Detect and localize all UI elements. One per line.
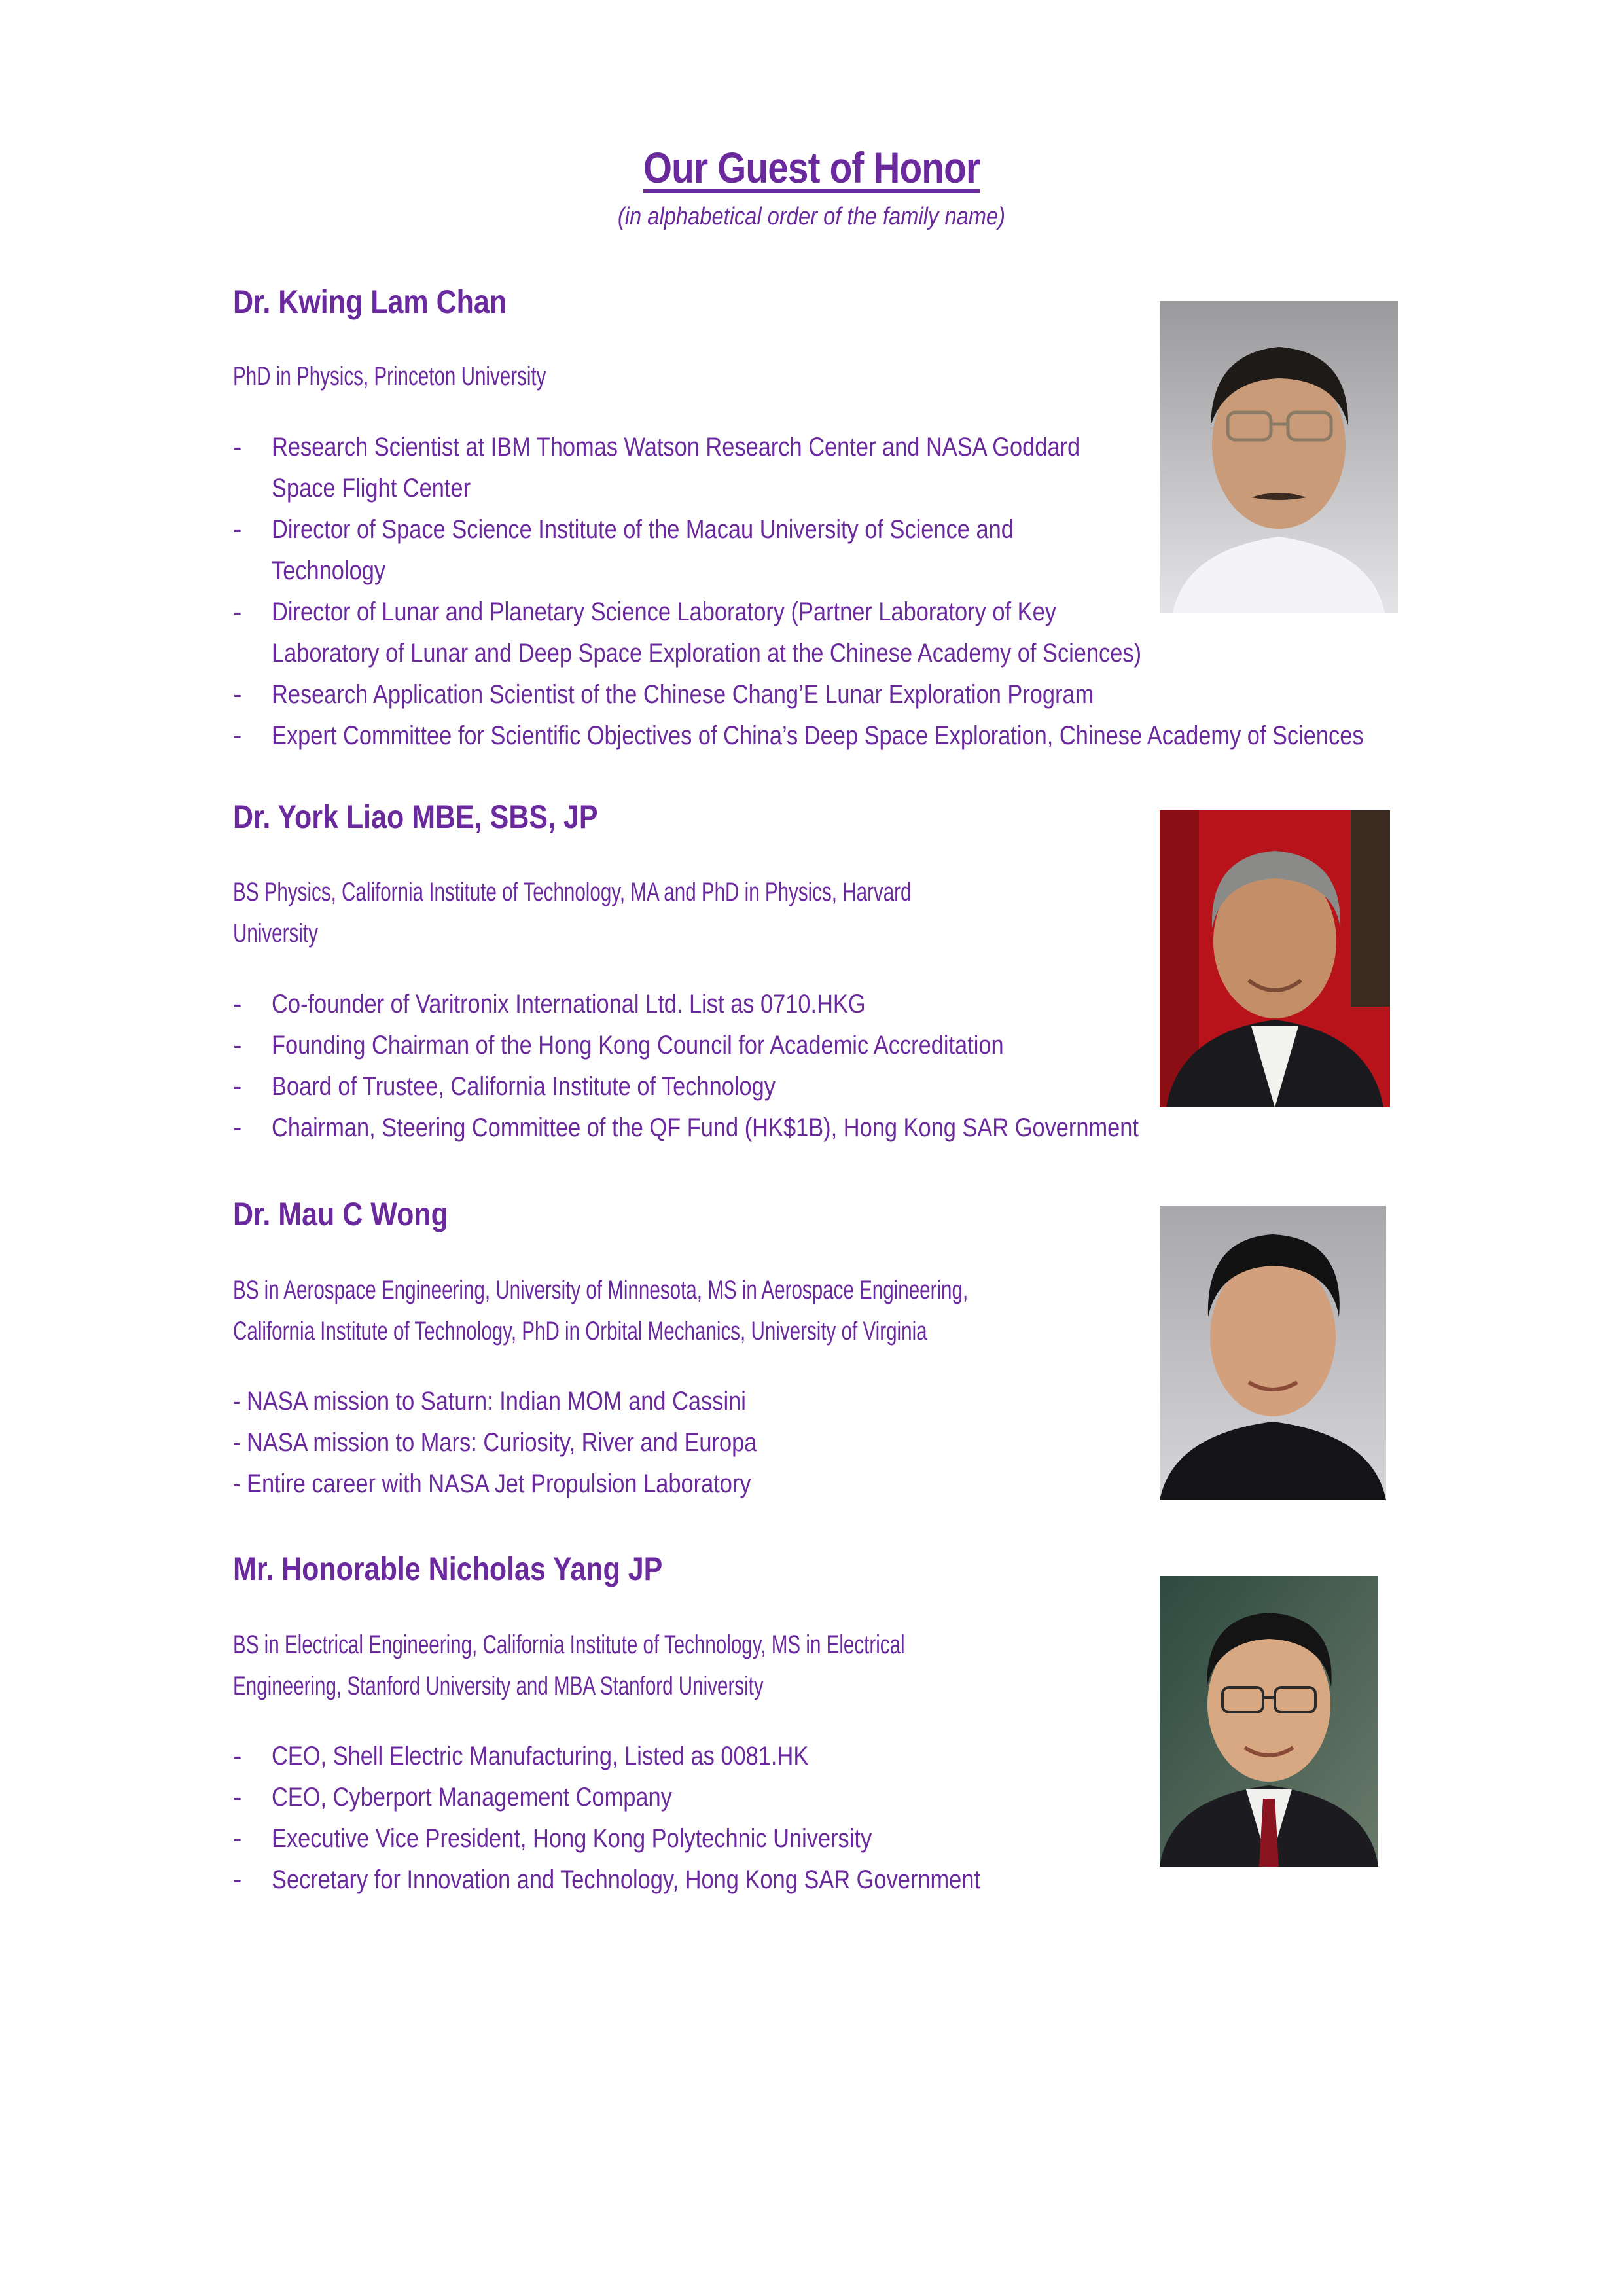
guest-degree xyxy=(233,356,1032,397)
bullet-dash: - xyxy=(233,1031,242,1060)
list-item-text: Expert Committee for Scientific Objectives of China’s Deep Space Exploration, Chinese Academy of Sciences xyxy=(272,721,1364,750)
list-item-text: Director of Lunar and Planetary Science Laboratory (Partner Laboratory of Key xyxy=(272,598,1056,626)
bullet-dash: - xyxy=(233,1742,242,1770)
bullet-dash: - xyxy=(233,1072,242,1101)
list-item-text: Research Scientist at IBM Thomas Watson Research Center and NASA Goddard xyxy=(272,433,1080,461)
guest-name: Dr. York Liao MBE, SBS, JP xyxy=(233,798,598,835)
bullet-dash: - xyxy=(233,1783,242,1812)
guest-name: Dr. Kwing Lam Chan xyxy=(233,283,507,320)
list-item: - NASA mission to Saturn: Indian MOM and Cassini xyxy=(233,1387,746,1416)
page-title: Our Guest of Honor xyxy=(643,143,980,192)
portrait-photo xyxy=(1160,810,1390,1107)
page-subtitle: (in alphabetical order of the family name) xyxy=(617,203,1006,230)
bullet-dash: - xyxy=(233,515,242,544)
bullet-dash: - xyxy=(233,721,242,750)
list-item-text: Executive Vice President, Hong Kong Polytechnic University xyxy=(272,1824,872,1853)
list-item-text: Laboratory of Lunar and Deep Space Exploration at the Chinese Academy of Sciences) xyxy=(272,639,1142,668)
bullet-dash: - xyxy=(233,1865,242,1894)
portrait-photo xyxy=(1160,1206,1386,1500)
list-item-text: Research Application Scientist of the Chinese Chang’E Lunar Exploration Program xyxy=(272,680,1094,709)
degree-line: PhD in Physics, Princeton University xyxy=(233,362,546,391)
guest-degree xyxy=(233,1270,1032,1352)
guest-degree xyxy=(233,872,1032,954)
degree-line: California Institute of Technology, PhD in Orbital Mechanics, University of Virginia xyxy=(233,1317,927,1346)
guest-name: Dr. Mau C Wong xyxy=(233,1196,448,1232)
bullet-dash: - xyxy=(233,1113,242,1142)
list-item-text: CEO, Cyberport Management Company xyxy=(272,1783,672,1812)
bullet-dash: - xyxy=(233,433,242,461)
list-item-text: CEO, Shell Electric Manufacturing, Listed as 0081.HK xyxy=(272,1742,809,1770)
list-item-text: Board of Trustee, California Institute of Technology xyxy=(272,1072,776,1101)
degree-line: University xyxy=(233,919,318,948)
bullet-dash: - xyxy=(233,680,242,709)
guest-degree xyxy=(233,1624,1032,1707)
degree-line: BS Physics, California Institute of Technology, MA and PhD in Physics, Harvard xyxy=(233,878,912,906)
guest-name: Mr. Honorable Nicholas Yang JP xyxy=(233,1551,663,1587)
list-item-text: Space Flight Center xyxy=(272,474,471,503)
bullet-dash: - xyxy=(233,598,242,626)
portrait-photo xyxy=(1160,301,1398,613)
list-item: - NASA mission to Mars: Curiosity, River and Europa xyxy=(233,1428,757,1457)
list-item-text: Chairman, Steering Committee of the QF Fund (HK$1B), Hong Kong SAR Government xyxy=(272,1113,1139,1142)
bullet-dash: - xyxy=(233,1824,242,1853)
list-item-text: Technology xyxy=(272,556,386,585)
list-item: - Entire career with NASA Jet Propulsion Laboratory xyxy=(233,1469,751,1498)
list-item-text: Co-founder of Varitronix International Ltd. List as 0710.HKG xyxy=(272,990,866,1018)
degree-line: BS in Aerospace Engineering, University of Minnesota, MS in Aerospace Engineering, xyxy=(233,1276,969,1304)
list-item-text: Secretary for Innovation and Technology, Hong Kong SAR Government xyxy=(272,1865,980,1894)
portrait-photo xyxy=(1160,1576,1378,1867)
degree-line: BS in Electrical Engineering, California Institute of Technology, MS in Electrical xyxy=(233,1630,905,1659)
bullet-dash: - xyxy=(233,990,242,1018)
degree-line: Engineering, Stanford University and MBA Stanford University xyxy=(233,1672,764,1700)
list-item-text: Director of Space Science Institute of the Macau University of Science and xyxy=(272,515,1014,544)
list-item-text: Founding Chairman of the Hong Kong Council for Academic Accreditation xyxy=(272,1031,1004,1060)
